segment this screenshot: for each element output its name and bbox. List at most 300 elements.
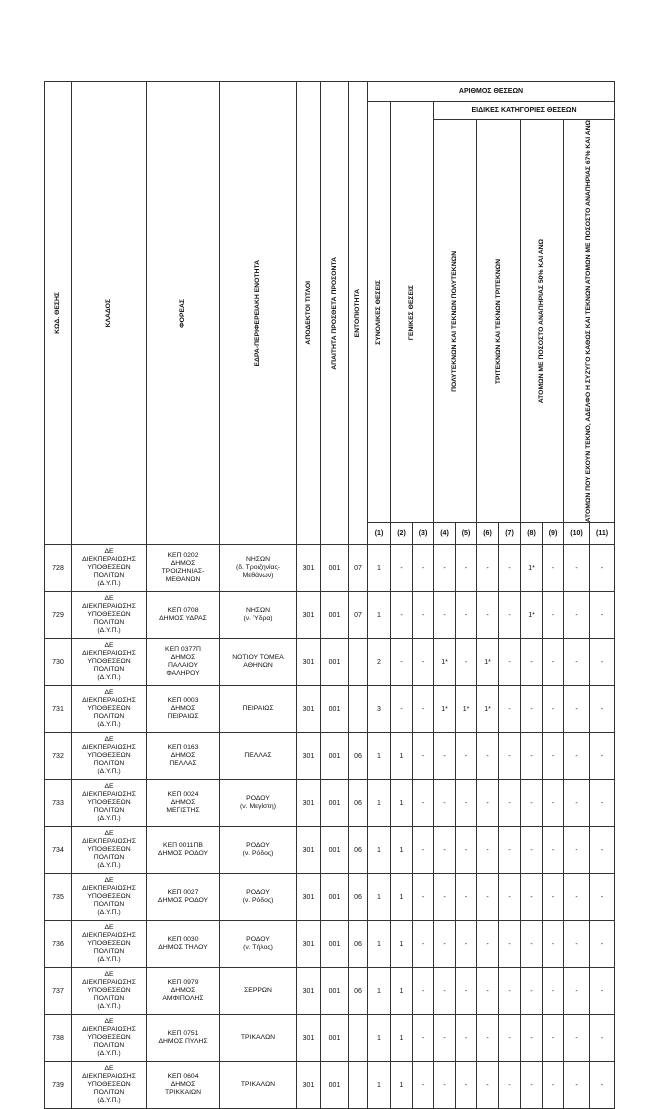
count-col-7: - [499,780,521,827]
agency [147,968,220,1015]
position-code: 733 [45,780,72,827]
branch [72,780,147,827]
degrees: 301 [297,733,321,780]
count-col-8: - [521,921,543,968]
branch-line: ΔΕ [104,1065,114,1073]
table-row [45,1062,615,1109]
count-col-7: - [499,686,521,733]
count-col-8: - [521,780,543,827]
count-col-3: - [413,686,434,733]
extra-quals: 001 [321,874,349,921]
branch-line: ΠΟΛΙΤΩΝ [93,995,125,1003]
branch-line: ΥΠΟΘΕΣΕΩΝ [87,611,131,619]
count-col-8: - [521,1015,543,1062]
count-col-2: 1 [391,968,413,1015]
branch [72,921,147,968]
agency-line: ΔΗΜΟΣ [170,705,196,713]
table-row [45,545,615,592]
count-col-10: - [564,639,590,686]
branch-line: (Δ.Υ.Π.) [97,768,121,776]
table-row [45,686,615,733]
count-col-9: - [543,968,564,1015]
branch-line: ΔΕ [104,830,114,838]
count-col-1: 1 [368,545,391,592]
branch-line: ΔΕ [104,595,114,603]
extra-quals: 001 [321,780,349,827]
column-number: (8) [521,523,543,545]
branch-line: ΠΟΛΙΤΩΝ [93,1089,125,1097]
count-col-6: - [477,921,499,968]
agency-line: ΔΗΜΟΣ [170,752,196,760]
agency-line: ΔΗΜΟΣ [170,987,196,995]
count-col-2: 1 [391,874,413,921]
count-col-9: - [543,639,564,686]
count-col-11: - [590,592,615,639]
table-row [45,1015,615,1062]
count-col-7: - [499,592,521,639]
branch-line: ΠΟΛΙΤΩΝ [93,807,125,815]
branch-line: ΠΟΛΙΤΩΝ [93,572,125,580]
count-col-6: - [477,874,499,921]
count-col-10: - [564,968,590,1015]
count-col-4: - [434,1015,456,1062]
branch-line: (Δ.Υ.Π.) [97,721,121,729]
seat-line: (ν. Ρόδος) [242,897,274,905]
seat-line: ΠΕΙΡΑΙΩΣ [242,705,274,713]
agency-line: ΔΗΜΟΣ [170,560,196,568]
header-three-children: ΤΡΙΤΕΚΝΩΝ ΚΑΙ ΤΕΚΝΩΝ ΤΡΙΤΕΚΝΩΝ [477,120,521,523]
count-col-9: - [543,1062,564,1109]
branch-line: (Δ.Υ.Π.) [97,674,121,682]
seat [220,1015,297,1062]
count-col-4: 1* [434,639,456,686]
count-col-1: 1 [368,968,391,1015]
column-number: (2) [391,523,413,545]
header-locality: ΕΝΤΟΠΙΟΤΗΤΑ [349,82,368,545]
count-col-5: - [456,592,477,639]
locality [349,686,368,733]
count-col-3: - [413,1015,434,1062]
agency-line: ΤΡΙΚΚΑΙΩΝ [164,1089,202,1097]
branch-line: (Δ.Υ.Π.) [97,580,121,588]
count-col-2: 1 [391,1015,413,1062]
position-code: 739 [45,1062,72,1109]
branch-line: (Δ.Υ.Π.) [97,815,121,823]
count-col-5: - [456,639,477,686]
seat [220,639,297,686]
count-col-11: - [590,780,615,827]
seat-line: ΝΗΣΩΝ [245,607,270,615]
branch [72,874,147,921]
count-col-6: - [477,1062,499,1109]
branch [72,827,147,874]
seat-line: ΤΡΙΚΑΛΩΝ [240,1034,276,1042]
count-col-11: - [590,874,615,921]
count-col-1: 1 [368,874,391,921]
agency-line: ΑΜΦΙΠΟΛΗΣ [162,995,204,1003]
count-col-5: - [456,921,477,968]
seat [220,874,297,921]
extra-quals: 001 [321,639,349,686]
degrees: 301 [297,874,321,921]
count-col-7: - [499,1015,521,1062]
branch-line: ΠΟΛΙΤΩΝ [93,619,125,627]
agency-line: ΔΗΜΟΣ ΤΗΛΟΥ [158,944,208,952]
count-col-11: - [590,639,615,686]
branch [72,592,147,639]
count-col-6: 1* [477,639,499,686]
extra-quals: 001 [321,1062,349,1109]
count-col-6: - [477,1015,499,1062]
branch-line: ΥΠΟΘΕΣΕΩΝ [87,893,131,901]
seat-line: (ν. Τήλος) [243,944,273,952]
agency-line: ΚΕΠ 0377Π [165,646,201,654]
header-multi-children: ΠΟΛΥΤΕΚΝΩΝ ΚΑΙ ΤΕΚΝΩΝ ΠΟΛΥΤΕΚΝΩΝ [434,120,477,523]
count-col-4: - [434,1062,456,1109]
seat [220,545,297,592]
branch-line: ΔΕ [104,877,114,885]
agency-line: ΚΕΠ 0024 [167,791,199,799]
agency [147,1062,220,1109]
header-disability: ΑΤΟΜΩΝ ΜΕ ΠΟΣΟΣΤΟ ΑΝΑΠΗΡΙΑΣ 50% ΚΑΙ ΑΝΩ [521,120,564,523]
agency-line: ΠΑΛΑΙΟΥ [167,662,198,670]
branch-line: ΔΙΕΚΠΕΡΑΙΩΣΗΣ [82,1026,136,1034]
agency-line: ΦΑΛΗΡΟΥ [166,670,200,678]
branch-line: ΔΙΕΚΠΕΡΑΙΩΣΗΣ [82,838,136,846]
branch-line: ΠΟΛΙΤΩΝ [93,901,125,909]
count-col-11: - [590,1062,615,1109]
branch-line: ΔΕ [104,689,114,697]
position-code: 737 [45,968,72,1015]
extra-quals: 001 [321,1015,349,1062]
count-col-6: - [477,733,499,780]
branch-line: (Δ.Υ.Π.) [97,862,121,870]
count-col-10: - [564,1062,590,1109]
count-col-4: - [434,921,456,968]
count-col-5: - [456,874,477,921]
count-col-10: - [564,545,590,592]
count-col-7: - [499,545,521,592]
count-col-3: - [413,639,434,686]
count-col-7: - [499,921,521,968]
agency-line: ΔΗΜΟΣ ΠΥΛΗΣ [158,1038,208,1046]
agency [147,921,220,968]
count-col-5: - [456,1015,477,1062]
count-col-2: - [391,545,413,592]
count-col-3: - [413,733,434,780]
count-col-8: 1* [521,545,543,592]
count-col-7: - [499,968,521,1015]
count-col-10: - [564,874,590,921]
degrees: 301 [297,545,321,592]
agency-line: ΤΡΟΙΖΗΝΙΑΣ- [161,568,205,576]
header-extra-quals: ΑΠΑΙΤΗΤΑ ΠΡΟΣΘΕΤΑ ΠΡΟΣΟΝΤΑ [321,82,349,545]
branch-line: (Δ.Υ.Π.) [97,956,121,964]
column-number: (7) [499,523,521,545]
branch-line: ΔΙΕΚΠΕΡΑΙΩΣΗΣ [82,885,136,893]
count-col-2: - [391,686,413,733]
count-col-7: - [499,733,521,780]
count-col-5: - [456,827,477,874]
branch-line: ΔΙΕΚΠΕΡΑΙΩΣΗΣ [82,791,136,799]
agency-line: ΚΕΠ 0163 [167,744,199,752]
header-general: ΓΕΝΙΚΕΣ ΘΕΣΕΙΣ [391,102,434,523]
count-col-10: - [564,686,590,733]
branch-line: ΔΕ [104,642,114,650]
agency-line: ΠΕΙΡΑΙΩΣ [167,713,199,721]
count-col-10: - [564,780,590,827]
count-col-1: 2 [368,639,391,686]
seat [220,686,297,733]
seat-line: ΡΟΔΟΥ [246,889,270,897]
position-code: 728 [45,545,72,592]
table-row [45,827,615,874]
locality: 07 [349,592,368,639]
count-col-1: 1 [368,1015,391,1062]
seat-line: (ν. Ύδρα) [243,615,273,623]
table-row [45,921,615,968]
branch-line: ΔΕ [104,783,114,791]
branch-line: (Δ.Υ.Π.) [97,1003,121,1011]
count-col-4: - [434,545,456,592]
seat-line: (ν. Μεγίστη) [240,803,276,811]
count-col-2: 1 [391,827,413,874]
branch [72,545,147,592]
position-code: 732 [45,733,72,780]
extra-quals: 001 [321,827,349,874]
seat-line: ΡΟΔΟΥ [246,795,270,803]
position-code: 731 [45,686,72,733]
count-col-4: - [434,733,456,780]
seat-line: ΝΗΣΩΝ [245,556,270,564]
agency-line: ΚΕΠ 0027 [167,889,199,897]
branch-line: ΔΕ [104,548,114,556]
seat [220,921,297,968]
table-row [45,733,615,780]
count-col-2: - [391,639,413,686]
seat-line: ΡΟΔΟΥ [246,936,270,944]
count-col-9: - [543,921,564,968]
branch [72,968,147,1015]
count-col-1: 1 [368,921,391,968]
count-col-6: - [477,780,499,827]
header-code: ΚΩΔ. ΘΕΣΗΣ [45,82,72,545]
count-col-5: 1* [456,686,477,733]
seat-line: Μεθάνων) [242,572,274,580]
count-col-10: - [564,733,590,780]
seat-line: ΣΕΡΡΩΝ [244,987,272,995]
branch-line: ΔΙΕΚΠΕΡΑΙΩΣΗΣ [82,650,136,658]
degrees: 301 [297,827,321,874]
seat-line: (ν. Ρόδος) [242,850,274,858]
branch-line: ΠΟΛΙΤΩΝ [93,666,125,674]
branch-line: ΥΠΟΘΕΣΕΩΝ [87,799,131,807]
branch-line: (Δ.Υ.Π.) [97,1097,121,1105]
branch-line: ΔΙΕΚΠΕΡΑΙΩΣΗΣ [82,603,136,611]
agency-line: ΜΕΓΙΣΤΗΣ [166,807,200,815]
count-col-11: - [590,827,615,874]
branch-line: ΠΟΛΙΤΩΝ [93,760,125,768]
column-number: (4) [434,523,456,545]
agency-line: ΜΕΘΑΝΩΝ [165,576,201,584]
table-row [45,874,615,921]
seat [220,827,297,874]
count-col-8: - [521,874,543,921]
count-col-4: - [434,874,456,921]
count-col-5: - [456,545,477,592]
count-col-6: - [477,592,499,639]
table-row [45,592,615,639]
count-col-5: - [456,733,477,780]
branch-line: ΠΟΛΙΤΩΝ [93,713,125,721]
branch-line: ΔΕ [104,971,114,979]
header-degrees: ΑΠΟΔΕΚΤΟΙ ΤΙΤΛΟΙ [297,82,321,545]
column-number: (9) [543,523,564,545]
column-number: (5) [456,523,477,545]
count-col-8: - [521,686,543,733]
seat [220,968,297,1015]
column-number: (1) [368,523,391,545]
degrees: 301 [297,921,321,968]
position-code: 729 [45,592,72,639]
count-col-9: - [543,1015,564,1062]
count-col-7: - [499,639,521,686]
count-col-1: 1 [368,733,391,780]
degrees: 301 [297,592,321,639]
count-col-8: 1* [521,592,543,639]
agency [147,639,220,686]
count-col-1: 3 [368,686,391,733]
branch-line: ΥΠΟΘΕΣΕΩΝ [87,1081,131,1089]
count-col-10: - [564,592,590,639]
agency-line: ΚΕΠ 0202 [167,552,199,560]
column-number: (6) [477,523,499,545]
degrees: 301 [297,1015,321,1062]
branch [72,639,147,686]
branch-line: ΔΙΕΚΠΕΡΑΙΩΣΗΣ [82,744,136,752]
count-col-10: - [564,921,590,968]
agency [147,780,220,827]
count-col-1: 1 [368,1062,391,1109]
count-col-1: 1 [368,592,391,639]
agency [147,827,220,874]
position-code: 734 [45,827,72,874]
agency-line: ΚΕΠ 0979 [167,979,199,987]
extra-quals: 001 [321,968,349,1015]
agency-line: ΔΗΜΟΣ ΡΟΔΟΥ [157,850,209,858]
position-code: 735 [45,874,72,921]
branch-line: ΥΠΟΘΕΣΕΩΝ [87,564,131,572]
locality [349,1015,368,1062]
seat-line: ΝΟΤΙΟΥ ΤΟΜΕΑ [232,654,284,662]
agency-line: ΚΕΠ 0751 [167,1030,199,1038]
agency-line: ΚΕΠ 0030 [167,936,199,944]
position-code: 736 [45,921,72,968]
seat-line: ΡΟΔΟΥ [246,842,270,850]
branch-line: (Δ.Υ.Π.) [97,1050,121,1058]
count-col-3: - [413,1062,434,1109]
branch-line: ΔΕ [104,924,114,932]
locality: 06 [349,968,368,1015]
degrees: 301 [297,1062,321,1109]
branch-line: ΠΟΛΙΤΩΝ [93,854,125,862]
branch [72,1015,147,1062]
agency-line: ΚΕΠ 0003 [167,697,199,705]
count-col-11: - [590,686,615,733]
count-col-11: - [590,921,615,968]
header-agency: ΦΟΡΕΑΣ [147,82,220,545]
agency [147,592,220,639]
column-number: (11) [590,523,615,545]
branch-line: ΥΠΟΘΕΣΕΩΝ [87,1034,131,1042]
count-col-8: - [521,968,543,1015]
agency [147,545,220,592]
count-col-8: - [521,639,543,686]
agency-line: ΚΕΠ 0604 [167,1073,199,1081]
locality: 06 [349,733,368,780]
extra-quals: 001 [321,733,349,780]
count-col-7: - [499,827,521,874]
header-special-categories: ΕΙΔΙΚΕΣ ΚΑΤΗΓΟΡΙΕΣ ΘΕΣΕΩΝ [434,102,615,120]
count-col-9: - [543,780,564,827]
count-col-3: - [413,968,434,1015]
extra-quals: 001 [321,921,349,968]
branch-line: ΠΟΛΙΤΩΝ [93,948,125,956]
column-number: (10) [564,523,590,545]
count-col-5: - [456,968,477,1015]
count-col-9: - [543,592,564,639]
agency [147,686,220,733]
seat-line: ΤΡΙΚΑΛΩΝ [240,1081,276,1089]
agency-line: ΔΗΜΟΣ ΥΔΡΑΣ [159,615,207,623]
branch-line: ΔΙΕΚΠΕΡΑΙΩΣΗΣ [82,697,136,705]
branch-line: ΔΙΕΚΠΕΡΑΙΩΣΗΣ [82,556,136,564]
branch-line: ΔΕ [104,736,114,744]
count-col-8: - [521,1062,543,1109]
agency [147,874,220,921]
count-col-4: - [434,968,456,1015]
branch-line: ΥΠΟΘΕΣΕΩΝ [87,658,131,666]
count-col-5: - [456,1062,477,1109]
locality: 07 [349,545,368,592]
count-col-9: - [543,545,564,592]
branch [72,1062,147,1109]
extra-quals: 001 [321,686,349,733]
branch-line: ΥΠΟΘΕΣΕΩΝ [87,705,131,713]
branch-line: ΔΙΕΚΠΕΡΑΙΩΣΗΣ [82,979,136,987]
agency-line: ΚΕΠ 0708 [167,607,199,615]
count-col-4: - [434,592,456,639]
degrees: 301 [297,686,321,733]
count-col-2: - [391,592,413,639]
count-col-1: 1 [368,780,391,827]
table-row [45,639,615,686]
position-code: 730 [45,639,72,686]
agency-line: ΔΗΜΟΣ [170,1081,196,1089]
header-total: ΣΥΝΟΛΙΚΕΣ ΘΕΣΕΙΣ [368,102,391,523]
degrees: 301 [297,780,321,827]
branch-line: ΥΠΟΘΕΣΕΩΝ [87,846,131,854]
header-relatives: ΑΤΟΜΩΝ ΠΟΥ ΕΧΟΥΝ ΤΕΚΝΟ, ΑΔΕΛΦΟ Η ΣΥΖΥΓΟ ΚΑΘΩΣ ΚΑΙ ΤΕΚΝΩΝ ΑΤΟΜΩΝ ΜΕ ΠΟΣΟΣΤΟ ΑΝΑΠΗΡΙΑΣ 67% ΚΑΙ ΑΝΩ [564,120,615,523]
locality: 06 [349,780,368,827]
count-col-3: - [413,780,434,827]
branch-line: ΔΙΕΚΠΕΡΑΙΩΣΗΣ [82,1073,136,1081]
branch-line: ΠΟΛΙΤΩΝ [93,1042,125,1050]
count-col-6: - [477,968,499,1015]
agency-line: ΚΕΠ 0011ΠΒ [163,842,203,850]
count-col-3: - [413,827,434,874]
count-col-2: 1 [391,921,413,968]
